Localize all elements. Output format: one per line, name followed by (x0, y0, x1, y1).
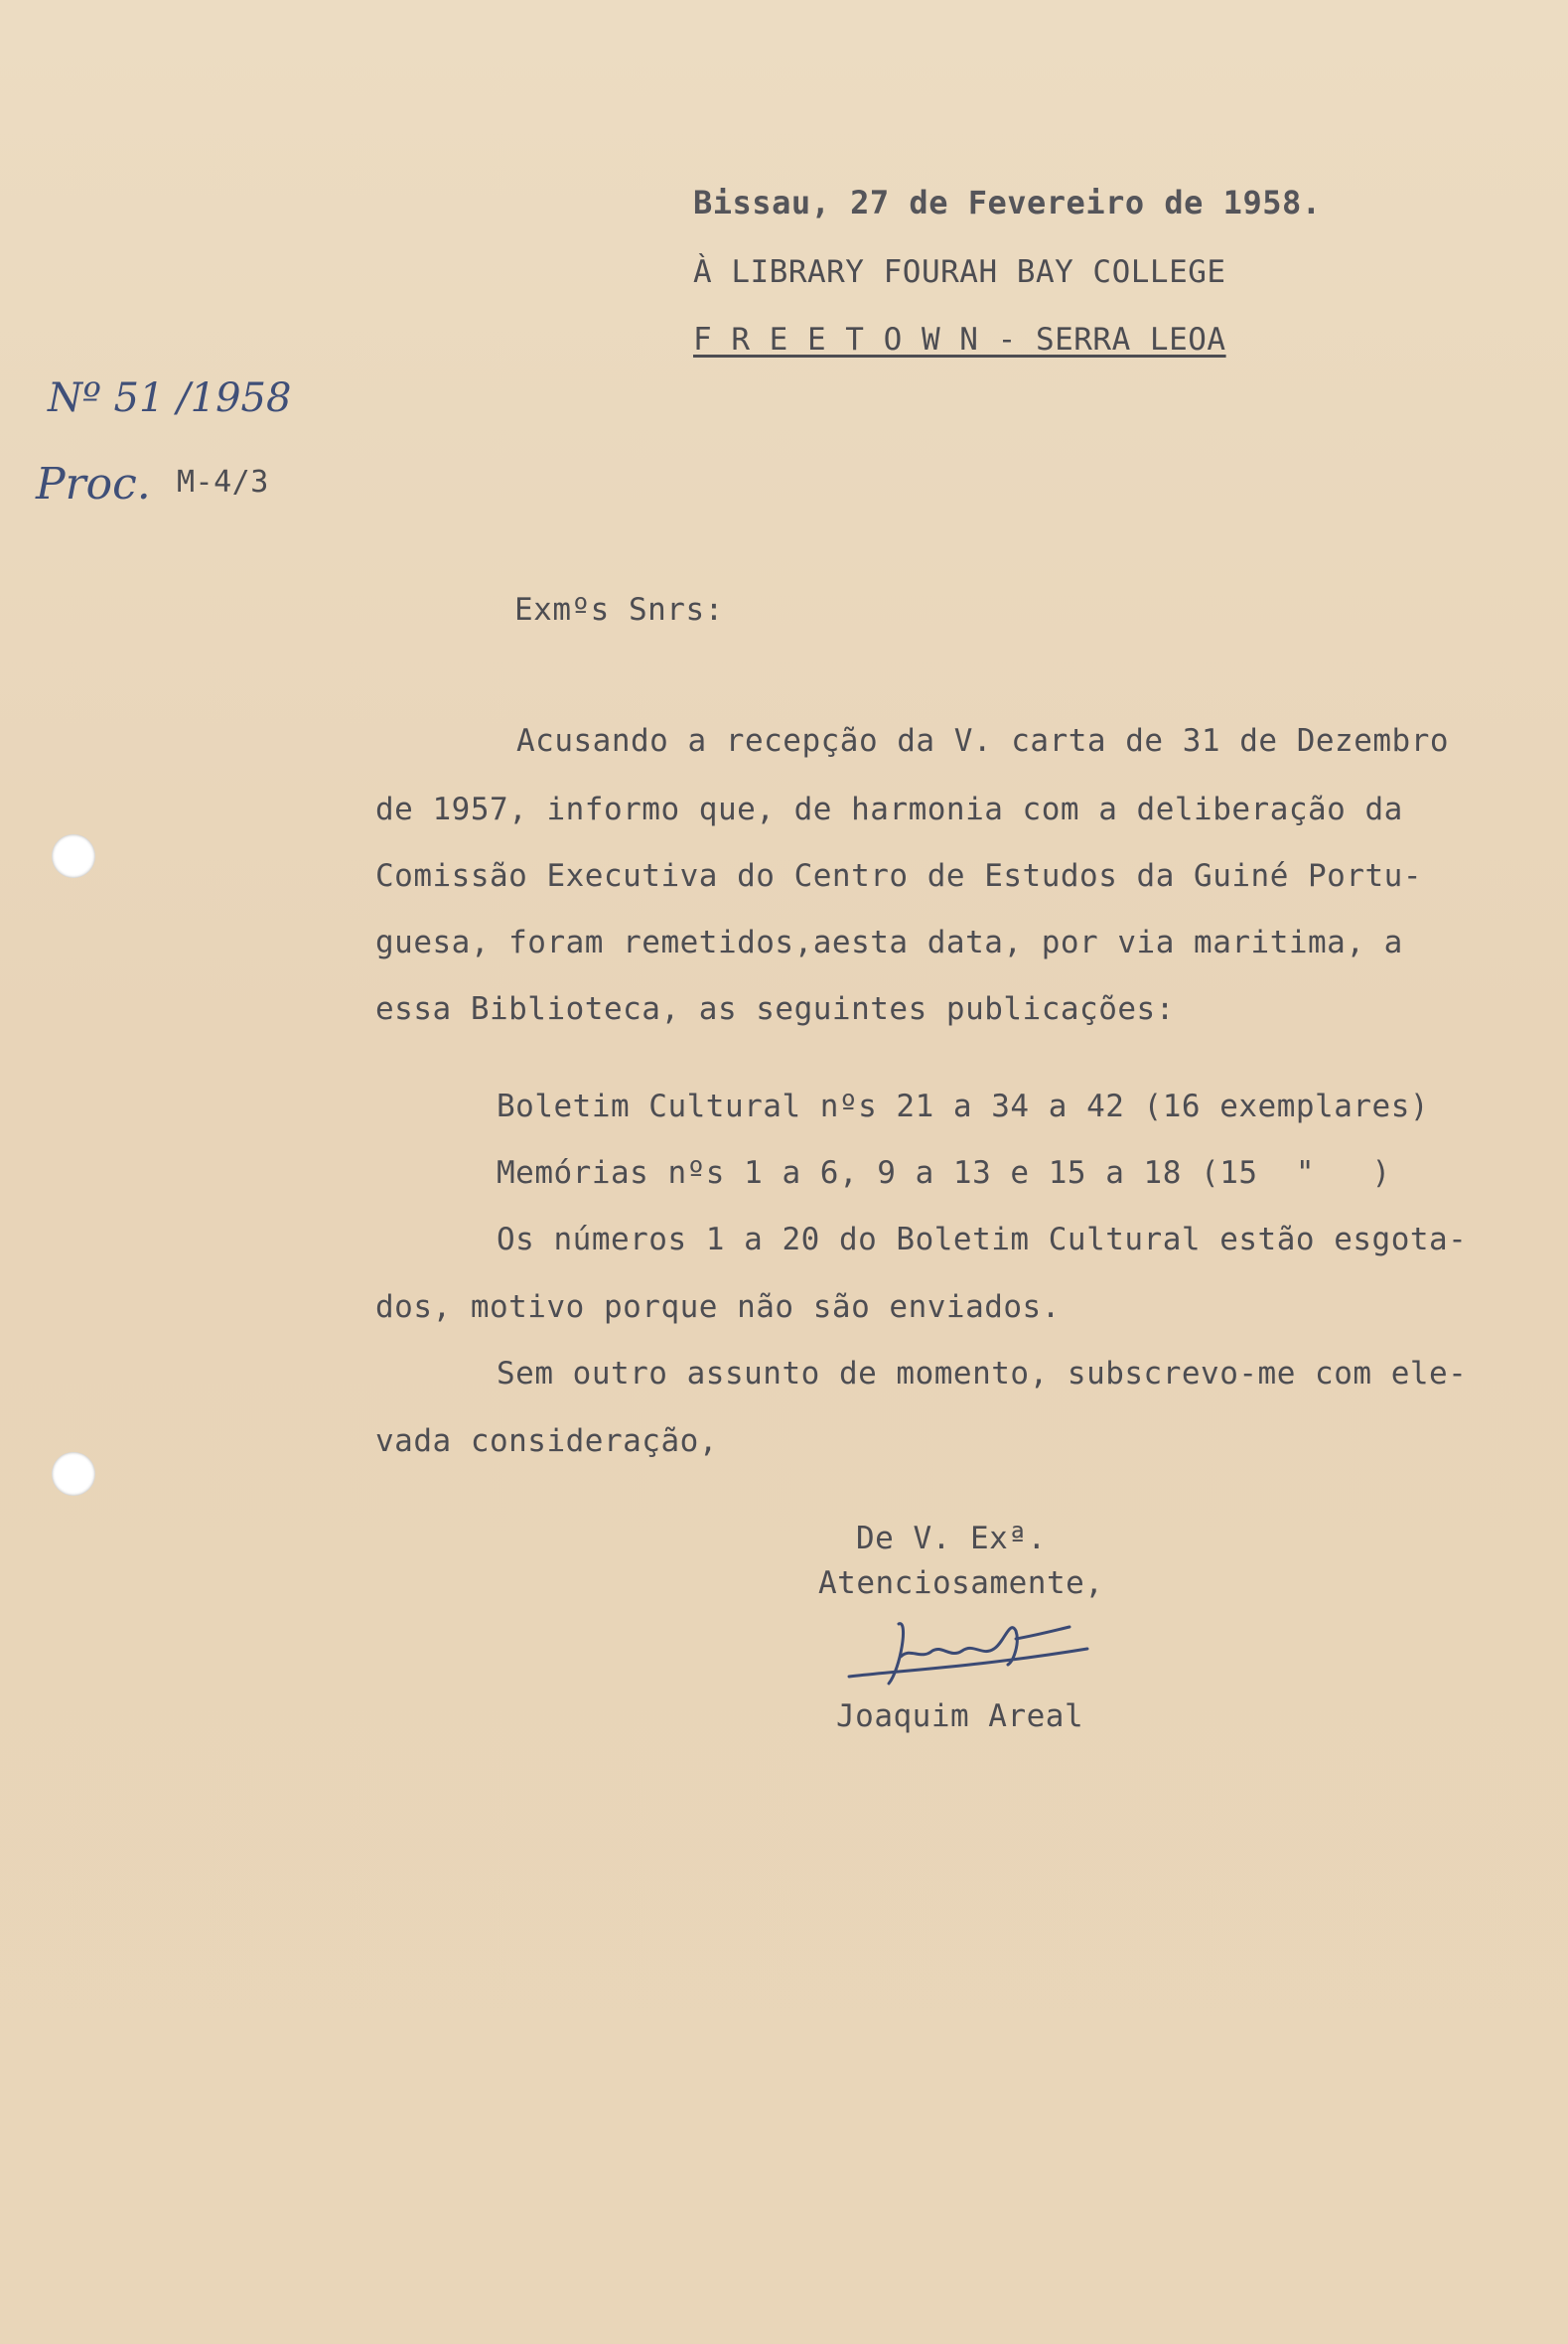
paragraph1-line2: de 1957, informo que, de harmonia com a deliberação da (375, 792, 1403, 827)
paragraph1-line5: essa Biblioteca, as seguintes publicações: (375, 991, 1175, 1027)
paragraph1-line3: Comissão Executiva do Centro de Estudos da Guiné Portu- (375, 858, 1422, 894)
recipient-line: À LIBRARY FOURAH BAY COLLEGE (693, 254, 1226, 290)
paragraph2-line1: Os números 1 a 20 do Boletim Cultural estão esgota- (497, 1222, 1468, 1257)
paragraph3-line1: Sem outro assunto de momento, subscrevo-me com ele- (497, 1356, 1468, 1392)
punch-hole-top (52, 834, 95, 878)
signature-name: Joaquim Areal (836, 1698, 1084, 1734)
date-line: Bissau, 27 de Fevereiro de 1958. (693, 184, 1322, 221)
paragraph3-line2: vada consideração, (375, 1423, 718, 1459)
closing-atenciosamente: Atenciosamente, (818, 1565, 1104, 1601)
closing-de-v-exa: De V. Exª. (856, 1521, 1047, 1556)
punch-hole-bottom (52, 1452, 95, 1496)
proc-code: M-4/3 (177, 465, 269, 500)
salutation: Exmºs Snrs: (514, 592, 724, 628)
list-item-memorias: Memórias nºs 1 a 6, 9 a 13 e 15 a 18 (15 " ) (497, 1155, 1391, 1191)
paragraph2-line2: dos, motivo porque não são enviados. (375, 1289, 1061, 1325)
paragraph1-line4: guesa, foram remetidos,aesta data, por via maritima, a (375, 925, 1403, 960)
handwritten-number: Nº 51 /1958 (48, 375, 292, 421)
handwritten-proc: Proc. (36, 459, 151, 510)
list-item-boletim: Boletim Cultural nºs 21 a 34 a 42 (16 exemplares) (497, 1089, 1430, 1124)
location-line: F R E E T O W N - SERRA LEOA (693, 322, 1226, 358)
paragraph1-line1: Acusando a recepção da V. carta de 31 de Dezembro (516, 723, 1450, 759)
